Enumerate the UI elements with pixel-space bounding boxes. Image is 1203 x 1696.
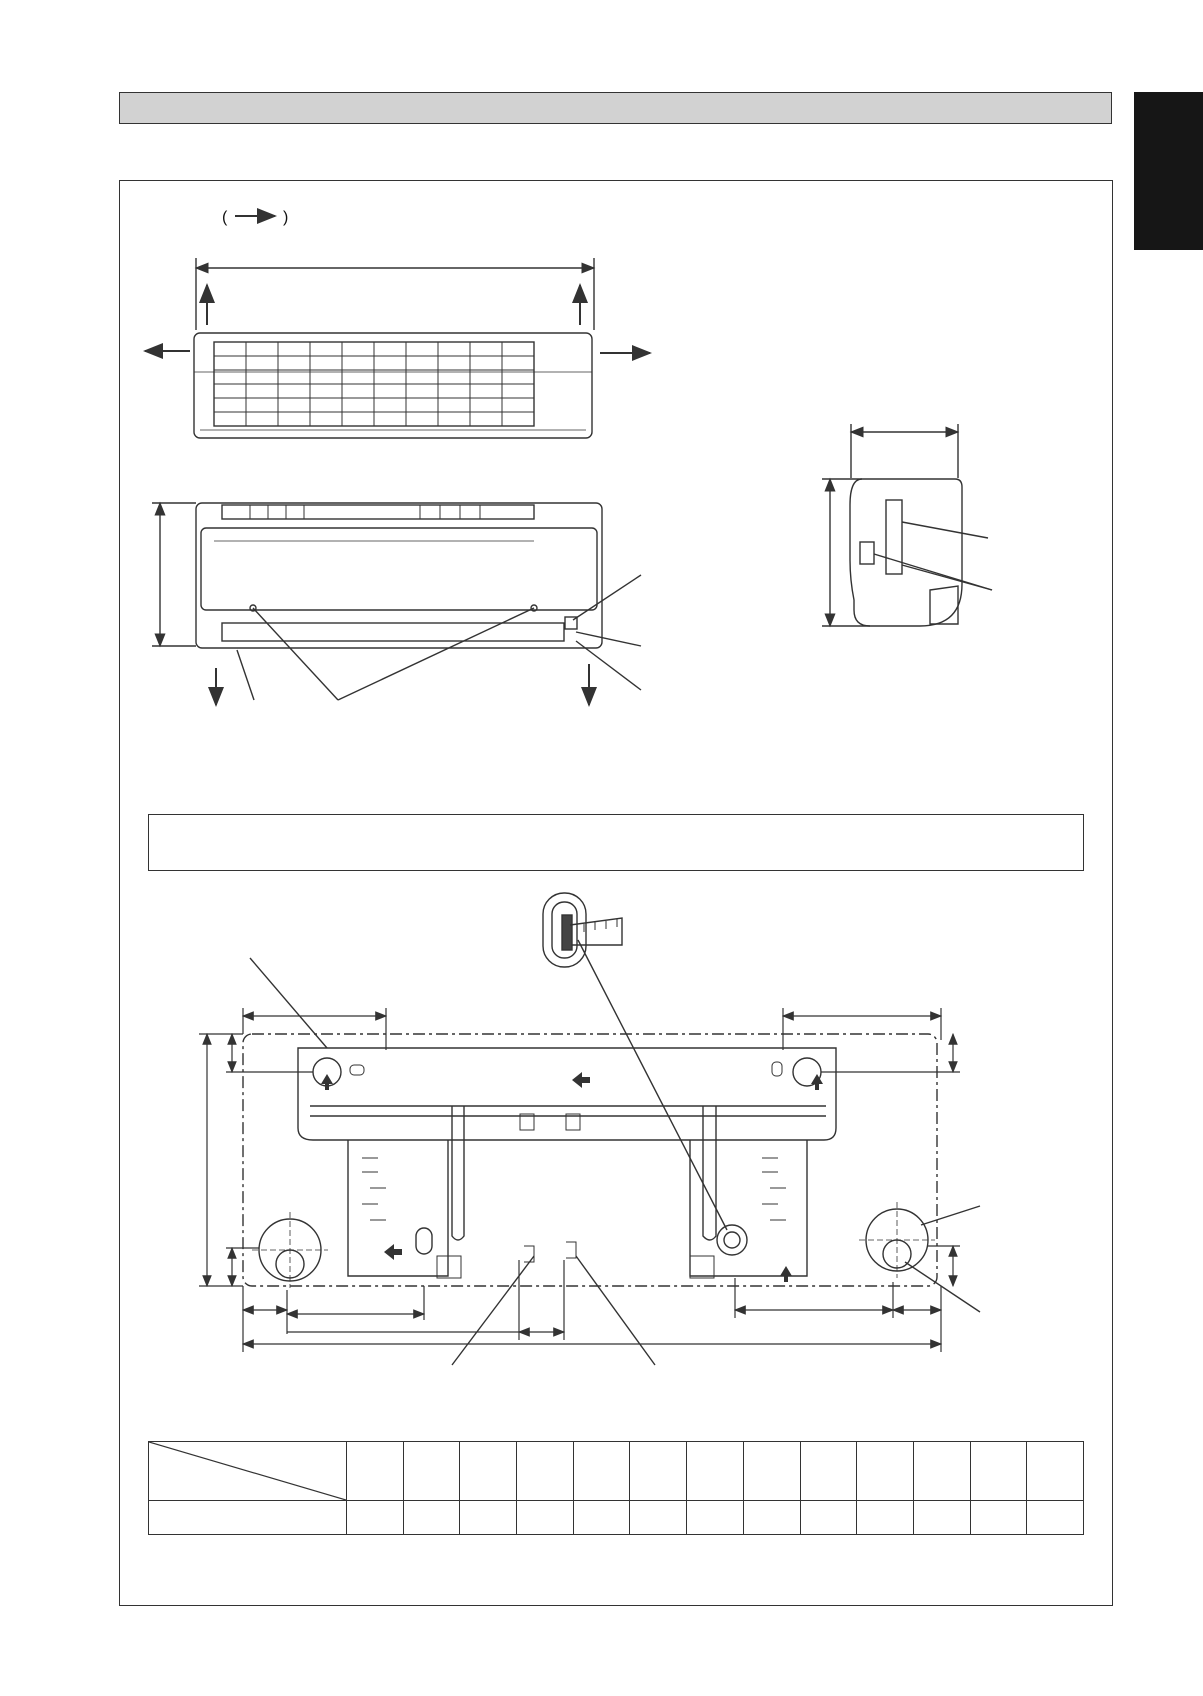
dimension-table-header-row	[149, 1442, 1084, 1501]
header-cell	[800, 1442, 857, 1501]
dimension-table	[148, 1441, 1084, 1535]
value-cell	[517, 1501, 574, 1535]
value-cell	[403, 1501, 460, 1535]
header-cell	[517, 1442, 574, 1501]
header-cell	[857, 1442, 914, 1501]
value-cell	[1027, 1501, 1084, 1535]
value-cell	[913, 1501, 970, 1535]
header-cell	[1027, 1442, 1084, 1501]
value-cell	[347, 1501, 404, 1535]
header-cell	[630, 1442, 687, 1501]
header-cell	[743, 1442, 800, 1501]
value-cell	[857, 1501, 914, 1535]
header-cell	[687, 1442, 744, 1501]
mounting-plate	[199, 958, 980, 1365]
unit-top-view	[145, 258, 650, 438]
dimension-table-value-row	[149, 1501, 1084, 1535]
unit-side-view	[822, 424, 992, 626]
value-cell	[687, 1501, 744, 1535]
scale-magnifier	[543, 893, 727, 1230]
header-cell	[573, 1442, 630, 1501]
value-cell	[460, 1501, 517, 1535]
value-cell	[800, 1501, 857, 1535]
value-cell	[970, 1501, 1027, 1535]
row-label-cell	[149, 1501, 347, 1535]
header-cell	[460, 1442, 517, 1501]
value-cell	[630, 1501, 687, 1535]
value-cell	[743, 1501, 800, 1535]
legend-paren-close: )	[283, 209, 289, 226]
table-corner-cell	[149, 1442, 347, 1501]
header-cell	[347, 1442, 404, 1501]
legend-paren-open: (	[222, 209, 228, 226]
legend-arrow	[222, 209, 288, 226]
value-cell	[573, 1501, 630, 1535]
unit-front-view	[152, 503, 641, 705]
header-cell	[913, 1442, 970, 1501]
header-cell	[970, 1442, 1027, 1501]
header-cell	[403, 1442, 460, 1501]
